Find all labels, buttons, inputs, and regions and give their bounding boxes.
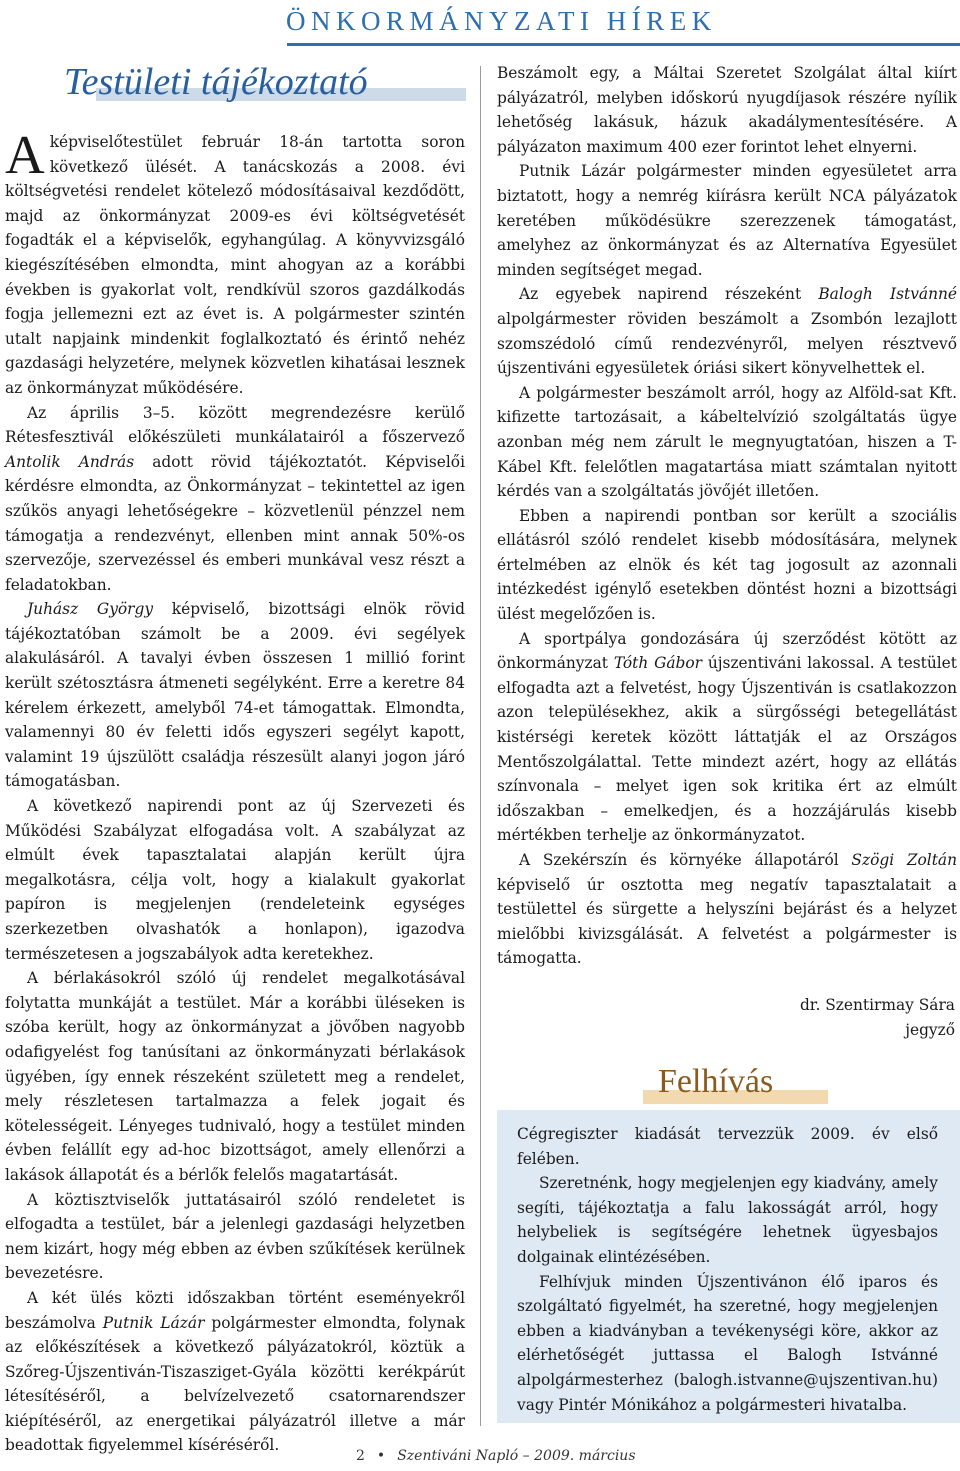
callout-title: Felhívás [658,1063,774,1100]
person-name: Szögi Zoltán [851,851,957,869]
text-run: A köztisztviselők juttatásairól szóló rendeletet is elfogadta a testület, bár a jelenlegi gazdasági helyzetben nem kizárt, hogy még ebben az évben szűkítések kerülnek bevezetésre. [5,1190,465,1283]
text-run: Ebben a napirendi pontban sor került a szociális ellátásról szóló rendelet kisebb módosítására, melynek értelmében az elnök és két tag jogosult az azonnali intézkedést igénylő esetekben döntést hozni a bizottsági ülést megelőzően is. [497,506,957,624]
text-run: polgármester elmondta, folynak az előkészítések a következő pályázatokról, köztük a Szőreg-Újszentiván-Tiszasziget-Gyála közötti kerékpárút létesítéséről, a belvízelvezető csatornarendszer kiépítéséről, az energetikai pályázatról illetve a már beadottak figyelemmel kíséréséről. [5,1313,465,1455]
article-paragraph [497,504,957,627]
article-paragraph [497,61,957,159]
person-name: Balogh Istvánné [818,285,958,304]
text-run: A két ülés közti időszakban történt eseményekről beszámolva [5,1288,465,1332]
text-run: képviselő úr osztotta meg negatív tapasztalatait a testülettel és sürgette a helyszíni bejárást és a helyzet mielőbbi kivizsgálását. A felvetést a polgármester is támogatta. [497,875,957,968]
text-run: A sportpálya gondozására új szerződést kötött az önkormányzat [497,629,957,673]
person-name: Antolik András [5,452,135,471]
callout-paragraph: Felhívjuk minden Újszentivánon élő iparos és szolgáltató figyelmét, ha szeretné, hogy megjelenjen ebben a kiadványban a tevékenységi köre, akkor az elérhetőségét juttassa el Balogh Istvánné alpolgármesterhez (balogh.istvanne@ujszentivan.hu) vagy Pintér Mónikához a polgármesteri hivatalba. [517,1272,938,1414]
left-paragraphs [5,124,465,1458]
article-paragraph [5,597,465,794]
header-rule [287,43,960,46]
text-run: alpolgármester röviden beszámolt a Zsombón lezajlott szomszédoló című rendezvényről, melyen résztvevő újszentiváni egyesületek óriási sikert könyvelhettek el. [497,309,957,378]
article-paragraph [5,1188,465,1286]
column-divider [480,66,481,1426]
drop-cap: A [5,124,45,185]
publication-name: Szentiváni Napló [397,1448,519,1464]
text-run: újszentiváni lakossal. A testület elfogadta azt a felvetést, hogy Újszentiván is csatlakozzon azon településekhez, akik a sürgősségi betegellátást kistérségi keretek között láttatják el az Országos Mentőszolgálattal. Tette mindezt azért, hogy az ellátás színvonala – melyet igen sok kritika ért az elmúlt időszakban – emelkedjen, és a hozzájárulás kisebb mértékben terhelje az önkormányzatot. [497,654,957,845]
article-paragraph [5,1286,465,1458]
callout-paragraph: Cégregiszter kiadását tervezzük 2009. év első felében. [517,1125,938,1168]
article-paragraph [497,627,957,848]
article-paragraph [497,282,957,380]
article-paragraph [497,381,957,504]
person-name: Putnik Lázár [102,1313,205,1332]
callout-box [497,1110,960,1423]
page-number: 2 [356,1448,365,1464]
article-paragraph [5,794,465,966]
text-run: Az egyebek napirend részeként [519,285,819,304]
article-left-column [5,124,465,1458]
article-paragraph [5,124,465,401]
section-header: ÖNKORMÁNYZATI HÍREK [286,6,717,36]
text-run: A Szekérszín és környéke állapotáról [519,851,852,869]
article-title: Testületi tájékoztató [64,61,368,103]
right-paragraphs [497,61,957,971]
article-paragraph [5,401,465,598]
signature-name: dr. Szentirmay Sára [799,995,955,1014]
callout-paragraph: Szeretnénk, hogy megjelenjen egy kiadvány, amely segíti, tájékoztatja a falu lakosságát arról, hogy helybeliek is segítségére lehetnek ügyesbajos dolgainak elintézésében. [517,1174,938,1266]
person-name: Juhász György [27,600,154,619]
text-run: Putnik Lázár polgármester minden egyesületet arra biztatott, hogy a nemrég kiírásra került NCA pályázatok keretében működésükre szerezzenek támogatást, amelyhez az önkormányzat és az Alternatíva Egyesület minden segítséget megad. [497,162,957,279]
text-run: A polgármester beszámolt arról, hogy az Alföld-sat Kft. kifizette tartozásait, a kábeltelvízió szolgáltatás ügye azonban még nem zárult le megnyugtatóan, hiszen a T-Kábel Kft. felelőtlen magatartása miatt számtalan nyitott kérdés van a szolgáltatás jövőjét illetően. [497,383,957,501]
text-run: Beszámolt egy, a Máltai Szeretet Szolgálat által kiírt pályázatról, melyben időskorú nyugdíjasok részére nyílik lehetőség lakásuk, házuk akadálymentesítésére. A pályázaton maximum 400 ezer forintot lehet elnyerni. [497,64,957,156]
page-footer: 2 • Szentiváni Napló – 2009. március [356,1448,636,1464]
text-run: Az április 3–5. között megrendezésre kerülő Rétesfesztivál előkészületi munkálatairól a főszervező [5,403,465,447]
article-paragraph [5,966,465,1187]
text-run: A következő napirendi pont az új Szervezeti és Működési Szabályzat elfogadása volt. A szabályzat az elmúlt évek tapasztalatai alapján került újra megalkotásra, célja volt, hogy a kialakult gyakorlat papíron is megjelenjen (rendeleteink egységes szerkezetben olvashatók a honlapon), igazodva természetesen a jogszabályok adta keretekhez. [5,797,465,963]
text-run: képviselőtestület február 18-án tartotta soron következő ülését. A tanácskozás a 2008. évi költségvetési rendelet kötelező módosításaival kezdődött, majd az önkormányzat 2009-es évi költségvetését fogadták el a képviselők, egyhangúlag. A könyvvizsgáló kiegészítésében elmondta, mint ahogyan az a korábbi években is gyakorlat volt, rendkívül szoros gazdálkodás fogja jellemezni ezt az évet is. A polgármester szintén utalt napjaink mindenkit foglalkoztató és érintő nehéz gazdasági helyzetére, melynek közvetlen kihatásai lesznek az önkormányzat működésére. [5,133,465,397]
footer-bullet: • [376,1448,386,1464]
person-name: Tóth Gábor [613,654,703,673]
text-run: képviselő, bizottsági elnök rövid tájékoztatóban számolt be a 2009. évi segélyek alakulásáról. A tavalyi évben összesen 1 millió forint került szétosztásra átmeneti segélyként. Erre a keretre 84 kérelem érkezett, amelyből 74-et támogattak. Elmondta, valamennyi 80 év feletti idős egyszeri segélyt kapott, valamint 19 újszülött családja részesült alanyi jogon járó támogatásban. [5,600,465,791]
text-run: A bérlakásokról szóló új rendelet megalkotásával folytatta munkáját a testület. Már a korábbi üléseken is szóba került, hogy az önkormányzat a jövőben nagyobb odafigyelést fog tanúsítani az önkormányzati bérlakások ügyében, így ennek részeként született meg a rendelet, mely részletesen tartalmazza a felek jogait és kötelességeit. Lényeges tudnivaló, hogy a testület minden évben felállít egy ad-hoc bizottságot, amely ellenőrzi a lakások állapotát és a bérlők felelős magatartását. [5,969,465,1184]
signature-block [497,993,957,1042]
text-run: adott rövid tájékoztatót. Képviselői kérdésre elmondta, az Önkormányzat – tekintettel az igen szűkös anyagi lehetőségekre – közvetlenül pénzzel nem támogatja a rendezvényt, ellenben mint annak 50%-os szervezője, szervezéssel és emberi munkával vesz részt a feladatokban. [5,452,465,594]
signature-role: jegyző [905,1020,955,1039]
article-paragraph [497,159,957,282]
article-right-column [497,61,957,1042]
issue-date: 2009. március [534,1448,636,1464]
article-paragraph [497,848,957,971]
